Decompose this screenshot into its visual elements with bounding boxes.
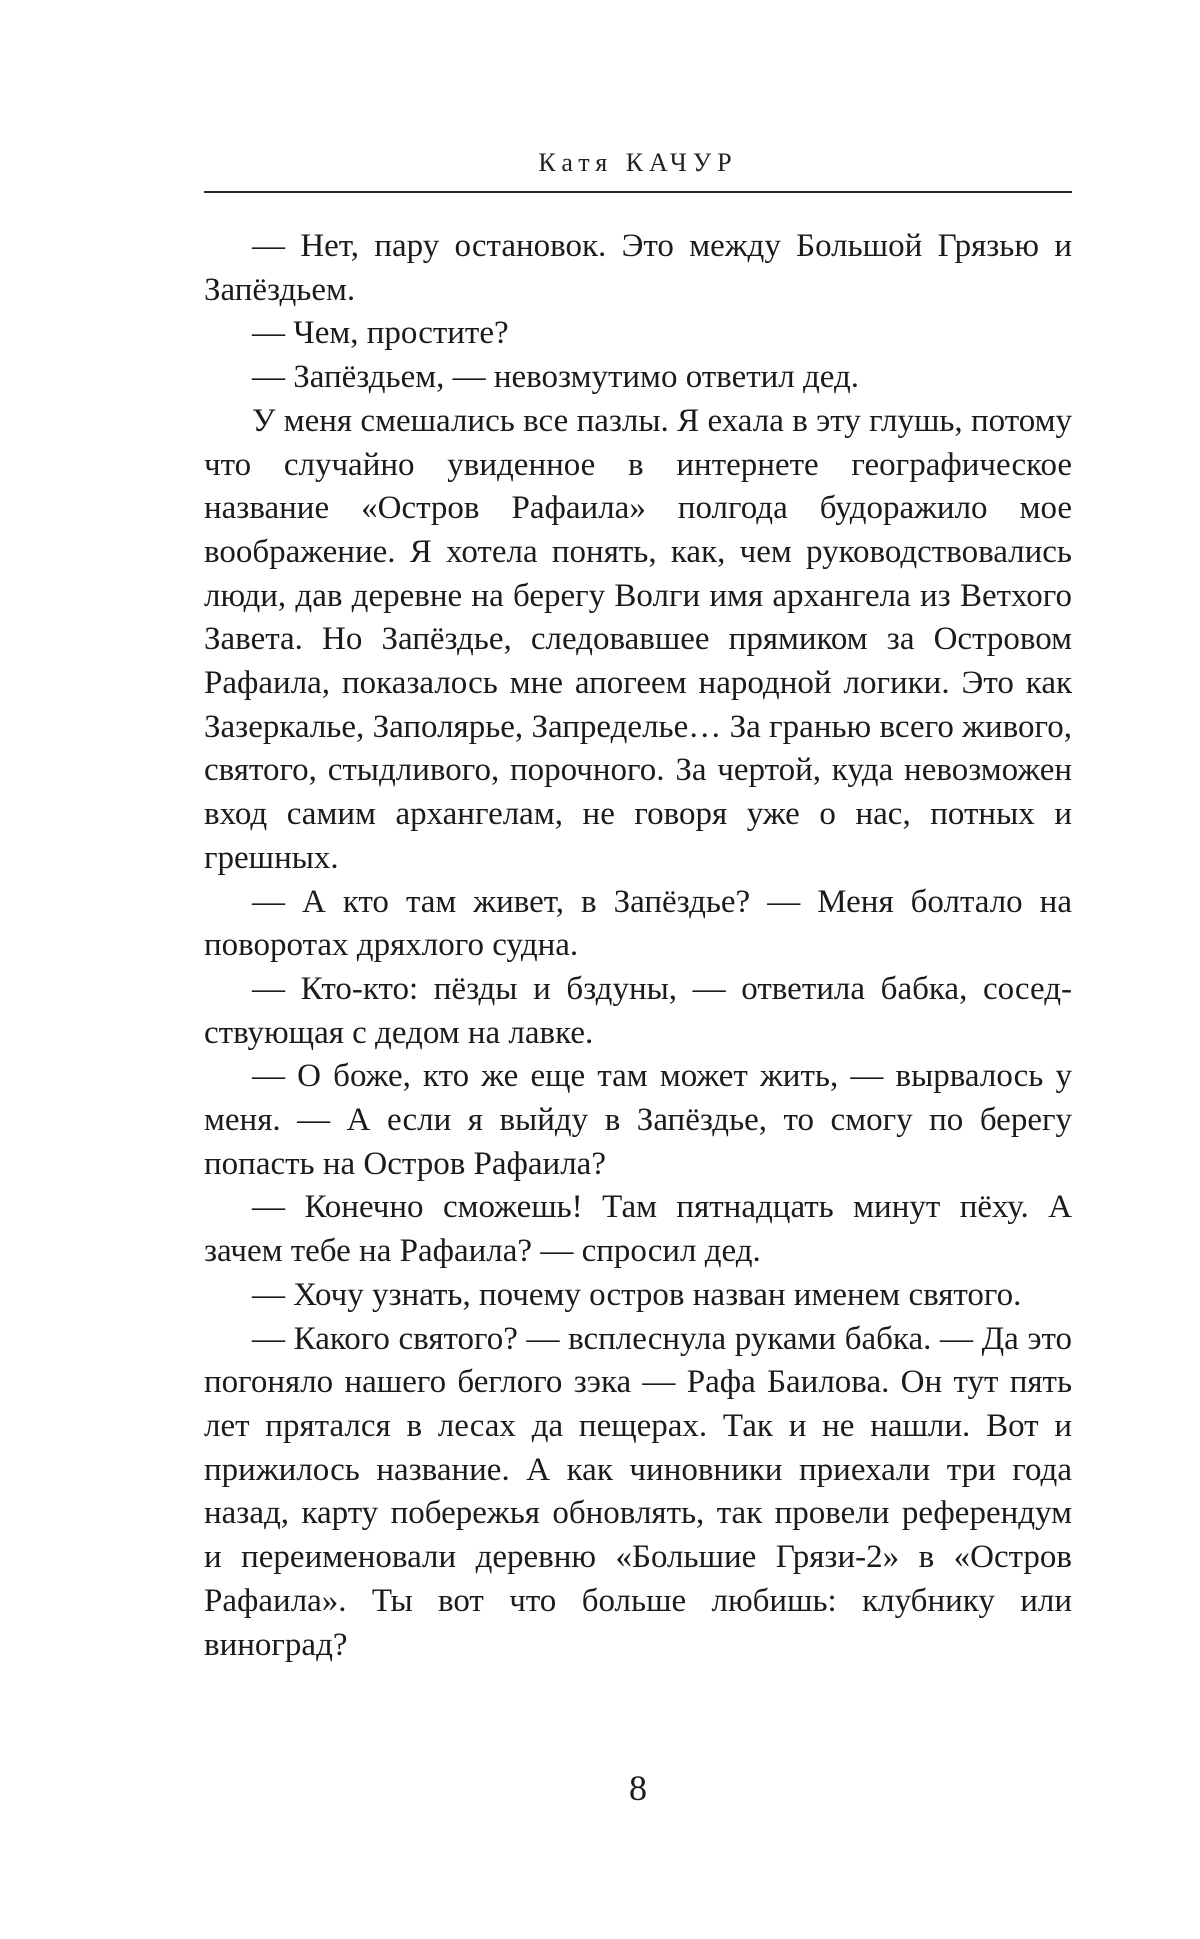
paragraph: — Запёздьем, — невозмутимо ответил дед.	[252, 359, 860, 396]
header-divider	[204, 191, 1072, 193]
paragraph: — Чем, простите?	[252, 315, 509, 352]
paragraph: — Хочу узнать, почему остров назван именем святого.	[252, 1276, 1022, 1313]
page-number: 8	[629, 1768, 647, 1808]
paragraph: — О боже, кто же еще там может жить, — вырвалось у меня. — А если я выйду в Запёздье, то смогу по берегу попасть на Остров Рафаила?	[204, 1058, 1072, 1182]
paragraph: — Кто-кто: пёзды и бздуны, — ответила бабка, соседствующая с дедом на лавке.	[204, 970, 1072, 1051]
page-body	[204, 225, 1072, 1667]
paragraph: — Конечно сможешь! Там пятнадцать минут пёху. А зачем тебе на Рафаила? — спросил дед.	[204, 1189, 1072, 1270]
running-header: Катя КАЧУР	[538, 148, 738, 177]
paragraph: У меня смешались все пазлы. Я ехала в эту глушь, потому что случайно увиденное в интернете географическое название «Остров Рафаила» полгода будоражило мое воображение. Я хотела понять, как, чем руководствовались люди, дав деревне на берегу Волги имя архангела из Ветхого Завета. Но Запёздье, следовавшее прямиком за Островом Рафаила, показалось мне апогеем народной логики. Это как Зазеркалье, Заполярье, Запределье… За гранью всего живого, святого, стыдливого, порочного. За чертой, куда невозможен вход самим архангелам, не говоря уже о нас, потных и грешных.	[204, 402, 1072, 876]
paragraph: — Какого святого? — всплеснула руками бабка. — Да это погоняло нашего беглого зэка — Рафа Баилова. Он тут пять лет прятался в лесах да пещерах. Так и не нашли. Вот и прижилось название. А как чиновники приехали три года назад, карту побережья обновлять, так провели референдум и переименовали деревню «Большие Грязи-2» в «Остров Рафаила». Ты вот что больше любишь: клубнику или виноград?	[204, 1320, 1072, 1663]
paragraph: — А кто там живет, в Запёздье? — Меня болтало на поворотах дряхлого судна.	[204, 883, 1072, 964]
paragraph: — Нет, пару остановок. Это между Большой Грязью и Запёздьем.	[204, 228, 1072, 308]
